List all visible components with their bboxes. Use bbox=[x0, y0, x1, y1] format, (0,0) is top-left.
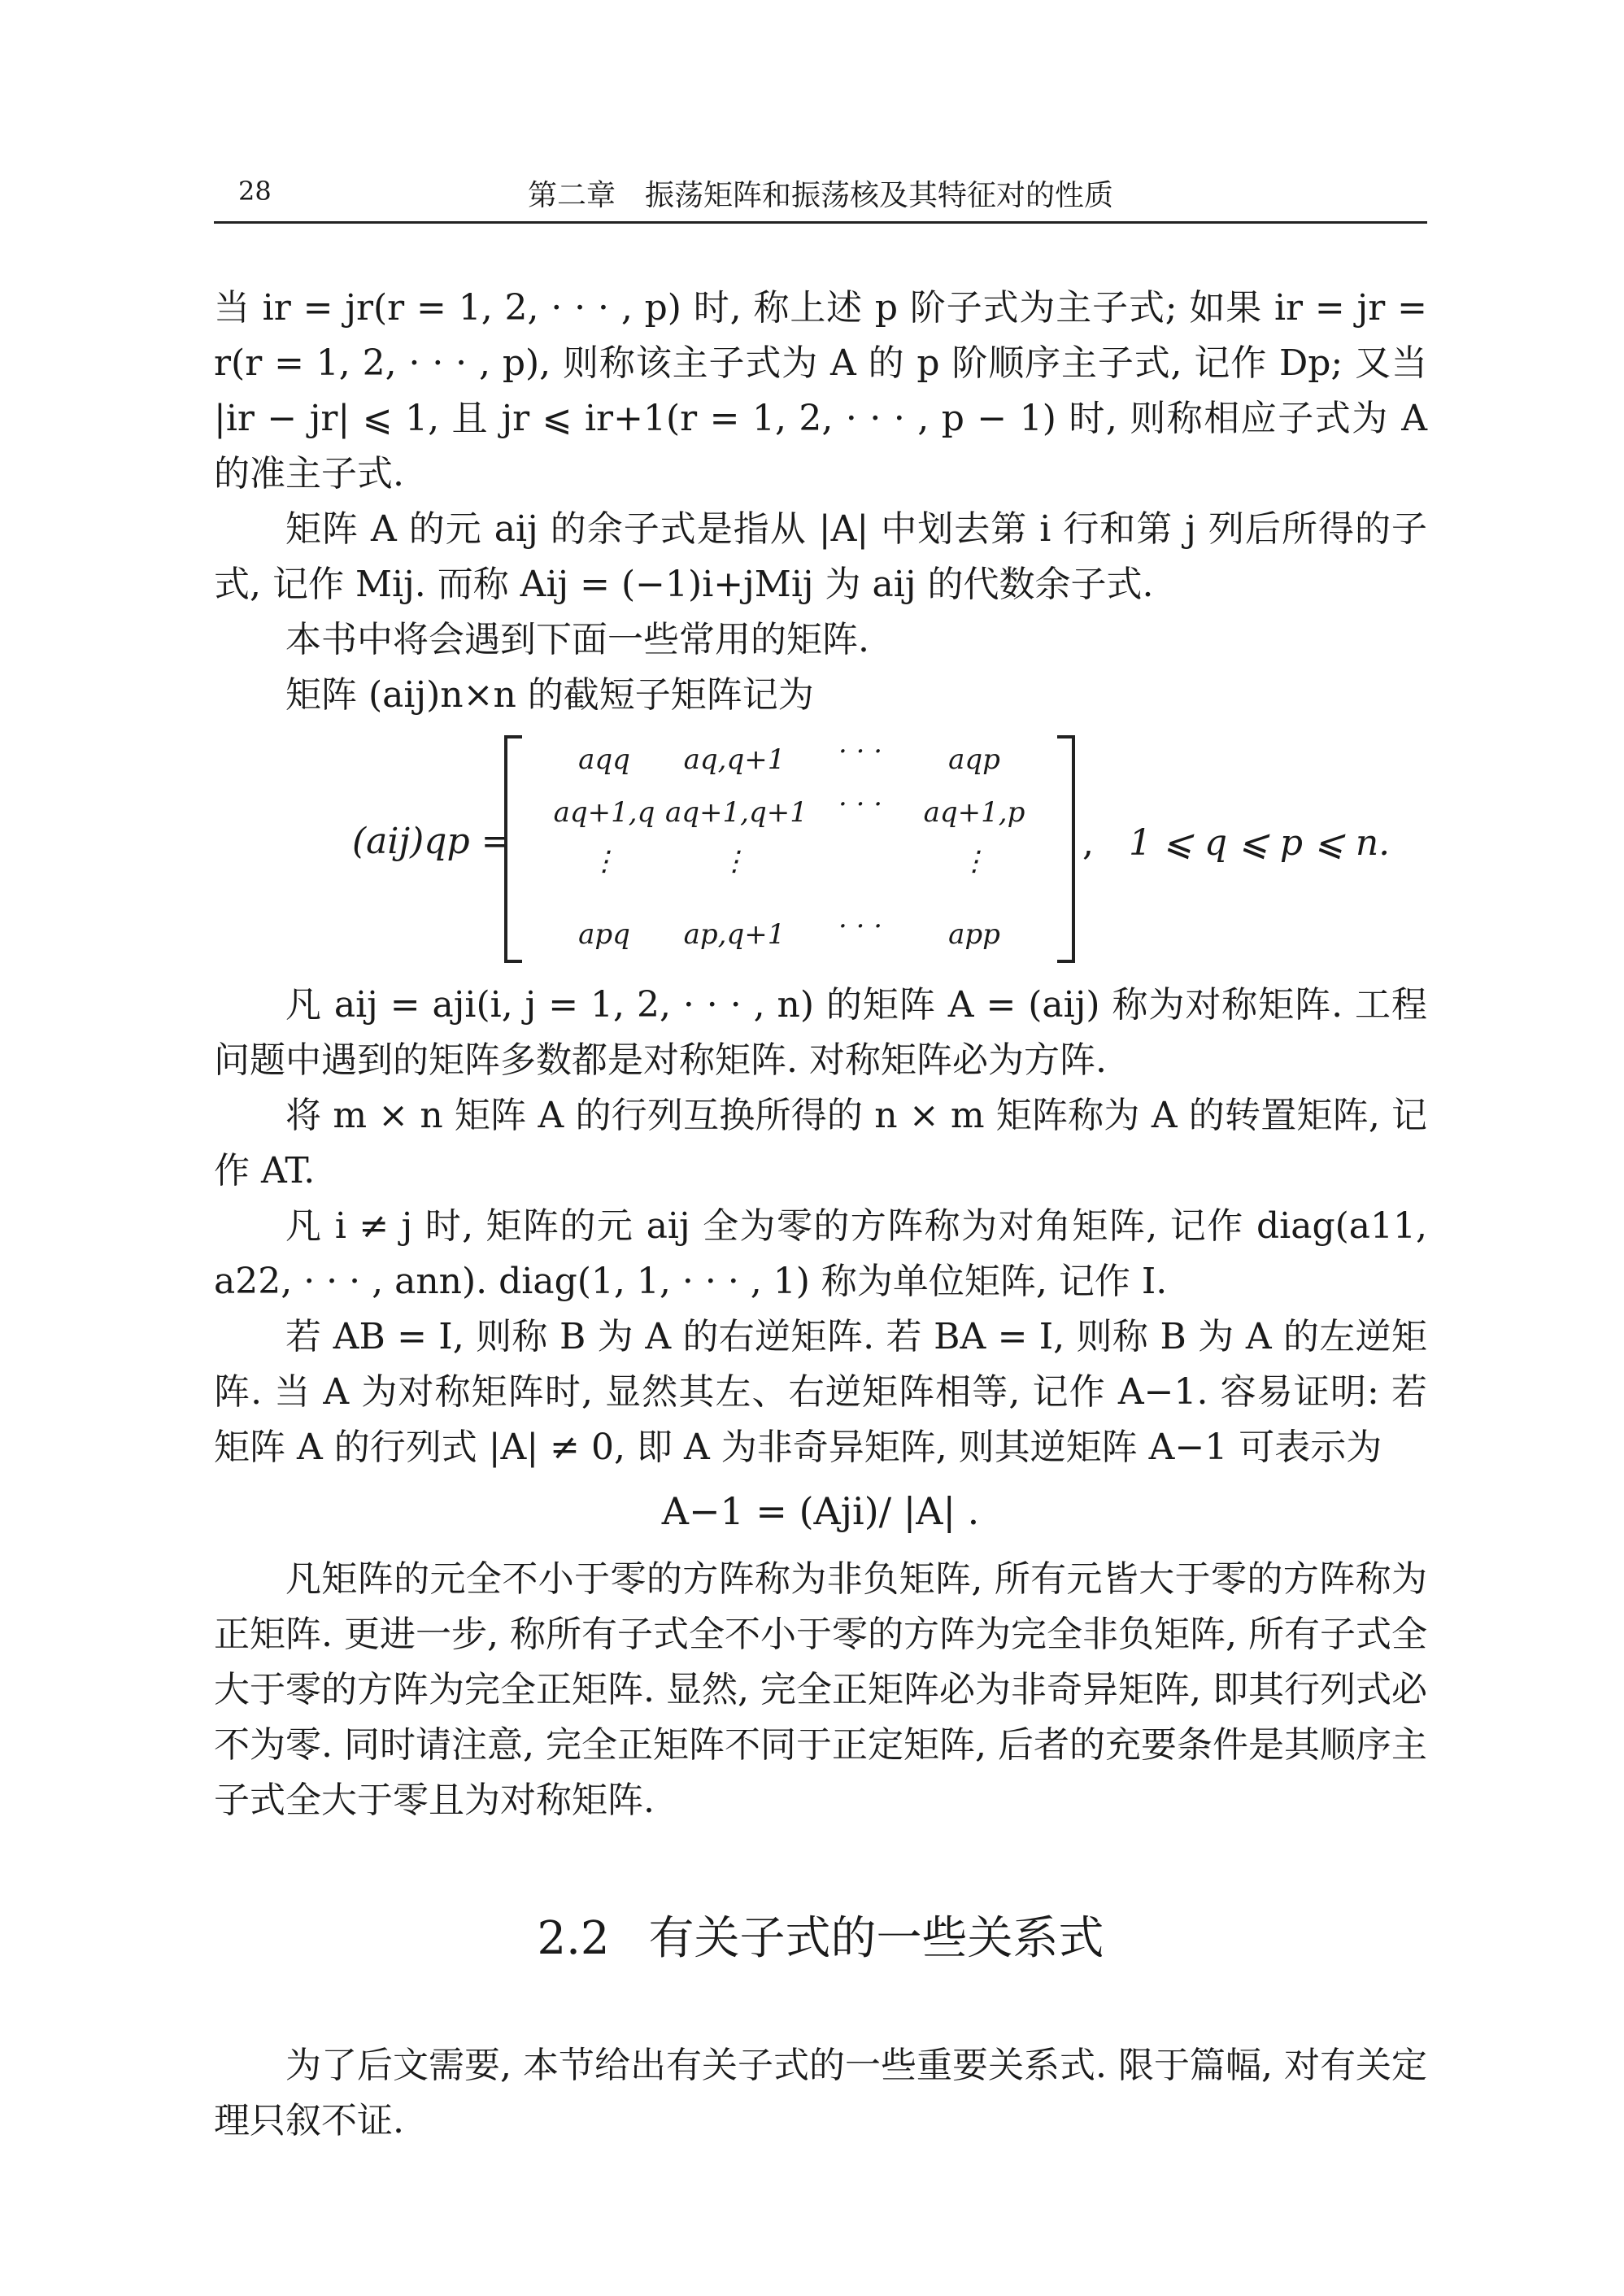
matrix-cell: aq,q+1 bbox=[683, 743, 786, 776]
right-bracket bbox=[1057, 735, 1075, 963]
matrix-cell: · · · bbox=[838, 910, 883, 943]
paragraph-inverse: 若 AB = I, 则称 B 为 A 的右逆矩阵. 若 BA = I, 则称 B 为 A 的左逆矩阵. 当 A 为对称矩阵时, 显然其左、右逆矩阵相等, 记作 A−1. 容易证明: 若矩阵 A 的行列式 |A| ≠ 0, 即 A 为非奇异矩阵, 则其逆矩阵 A−1 可表示为 bbox=[214, 1316, 1427, 1468]
paragraph-symmetric: 凡 aij = aji(i, j = 1, 2, · · · , n) 的矩阵 A = (aij) 称为对称矩阵. 工程问题中遇到的矩阵多数都是对称矩阵. 对称矩阵必为方阵. bbox=[214, 984, 1427, 1081]
paragraph-nonnegative: 凡矩阵的元全不小于零的方阵称为非负矩阵, 所有元皆大于零的方阵称为正矩阵. 更进一步, 称所有子式全不小于零的方阵为完全非负矩阵, 所有子式全大于零的方阵为完全正矩阵. 显然, 完全正矩阵必为非奇异矩阵, 即其行列式必不为零. 同时请注意, 完全正矩阵不同于正定矩阵, 后者的充要条件是其顺序主子式全大于零且为对称矩阵. bbox=[214, 1558, 1427, 1821]
matrix-cell: · · · bbox=[838, 788, 883, 821]
matrix-cell: ⋮ bbox=[721, 845, 748, 878]
matrix-cell: ⋮ bbox=[590, 845, 618, 878]
matrix-cell: app bbox=[948, 918, 1000, 951]
paragraph-cofactor: 矩阵 A 的元 aij 的余子式是指从 |A| 中划去第 i 行和第 j 列后所得的子式, 记作 Mij. 而称 Aij = (−1)i+jMij 为 aij 的代数余子式. bbox=[214, 508, 1427, 605]
paragraph-submatrix: 矩阵 (aij)n×n 的截短子矩阵记为 bbox=[285, 674, 814, 716]
matrix-cell: aqp bbox=[948, 743, 1000, 776]
page-body bbox=[214, 281, 1427, 2149]
page-header bbox=[214, 172, 1427, 224]
running-title: 第二章 振荡矩阵和振荡核及其特征对的性质 bbox=[527, 179, 1113, 212]
matrix-cell: aqq bbox=[578, 743, 630, 776]
page-number: 28 bbox=[238, 176, 272, 207]
section-title: 有关子式的一些关系式 bbox=[648, 1912, 1104, 1965]
paragraph-transpose: 将 m × n 矩阵 A 的行列互换所得的 n × m 矩阵称为 A 的转置矩阵, 记作 AT. bbox=[214, 1095, 1427, 1192]
matrix-cell: aq+1,p bbox=[923, 796, 1025, 829]
section-heading bbox=[214, 1906, 1427, 1971]
left-bracket bbox=[504, 735, 522, 963]
submatrix-equation bbox=[214, 723, 1427, 971]
matrix-cell: ⋮ bbox=[960, 845, 988, 878]
matrix-lhs: (aij)qp = bbox=[352, 821, 512, 862]
paragraph-common-matrices: 本书中将会遇到下面一些常用的矩阵. bbox=[285, 619, 869, 660]
paragraph-principal-minor: 当 ir = jr(r = 1, 2, · · · , p) 时, 称上述 p 阶子式为主子式; 如果 ir = jr = r(r = 1, 2, · · · , p), 则称该主子式为 A 的 p 阶顺序主子式, 记作 Dp; 又当 |ir − jr| ⩽ 1, 且 jr ⩽ ir+1(r = 1, 2, · · · , p − 1) 时, 则称相应子式为 A 的准主子式. bbox=[214, 287, 1427, 494]
matrix-cell: aq+1,q+1 bbox=[665, 796, 808, 829]
matrix-condition: 1 ⩽ q ⩽ p ⩽ n. bbox=[1129, 822, 1391, 864]
matrix-cell: apq bbox=[578, 918, 630, 951]
paragraph-section-intro: 为了后文需要, 本节给出有关子式的一些重要关系式. 限于篇幅, 对有关定理只叙不证. bbox=[214, 2045, 1427, 2141]
inverse-formula: A−1 = (Aji)/ |A| . bbox=[661, 1489, 980, 1533]
matrix-cell: ap,q+1 bbox=[683, 918, 786, 951]
matrix-cell: aq+1,q bbox=[553, 796, 655, 829]
matrix-comma: , bbox=[1082, 822, 1094, 864]
paragraph-diagonal: 凡 i ≠ j 时, 矩阵的元 aij 全为零的方阵称为对角矩阵, 记作 diag(a11, a22, · · · , ann). diag(1, 1, · · · , 1) 称为单位矩阵, 记作 I. bbox=[214, 1205, 1427, 1302]
matrix-cell: · · · bbox=[838, 735, 883, 768]
section-number: 2.2 bbox=[537, 1912, 610, 1965]
